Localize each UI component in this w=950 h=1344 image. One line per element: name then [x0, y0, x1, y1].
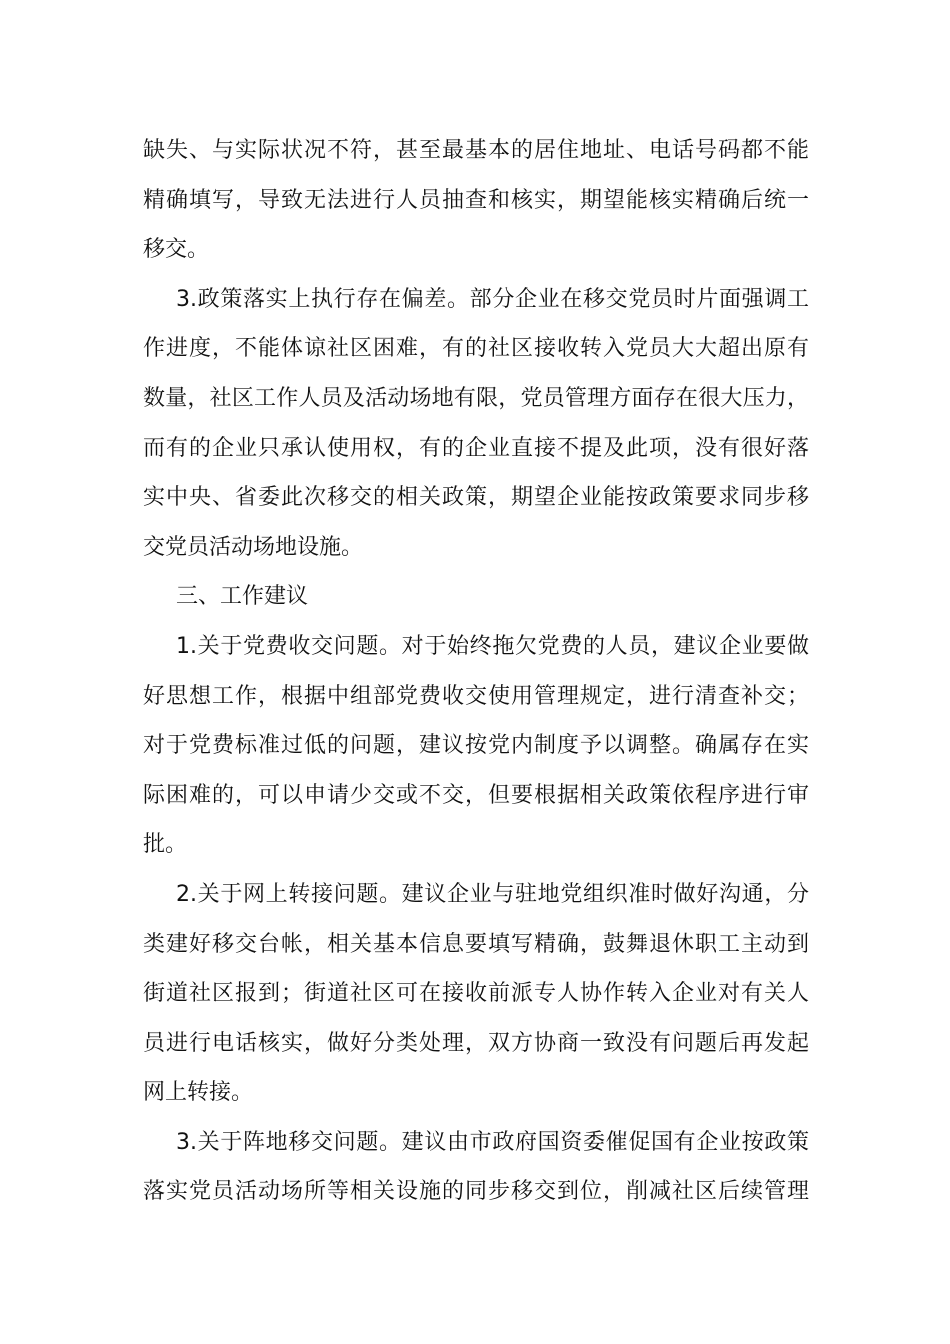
text-line: 落实党员活动场所等相关设施的同步移交到位，削减社区后续管理 [143, 1179, 809, 1205]
text-line: 而有的企业只承认使用权，有的企业直接不提及此项，没有很好落 [143, 435, 809, 461]
text-line: 批。 [143, 832, 188, 858]
text-line: 街道社区报到；街道社区可在接收前派专人协作转入企业对有关人 [143, 981, 809, 1007]
section-heading: 三、工作建议 [176, 584, 309, 610]
paragraph-start-line: 3.政策落实上执行存在偏差。部分企业在移交党员时片面强调工 [176, 286, 809, 312]
text-line: 实中央、省委此次移交的相关政策，期望企业能按政策要求同步移 [143, 485, 809, 511]
paragraph-start-line: 2.关于网上转接问题。建议企业与驻地党组织准时做好沟通，分 [176, 881, 809, 907]
text-line: 缺失、与实际状况不符，甚至最基本的居住地址、电话号码都不能 [143, 138, 809, 163]
text-line: 好思想工作，根据中组部党费收交使用管理规定，进行清查补交； [143, 683, 809, 709]
text-line: 作进度，不能体谅社区困难，有的社区接收转入党员大大超出原有 [143, 336, 809, 362]
text-line: 网上转接。 [143, 1080, 254, 1106]
text-line: 交党员活动场地设施。 [143, 534, 364, 560]
text-line: 对于党费标准过低的问题，建议按党内制度予以调整。确属存在实 [143, 733, 809, 759]
text-line: 员进行电话核实，做好分类处理，双方协商一致没有问题后再发起 [143, 1030, 809, 1056]
paragraph-start-line: 3.关于阵地移交问题。建议由市政府国资委催促国有企业按政策 [176, 1129, 809, 1155]
text-line: 移交。 [143, 237, 210, 263]
paragraph-start-line: 1.关于党费收交问题。对于始终拖欠党费的人员，建议企业要做 [176, 633, 809, 659]
text-line: 类建好移交台帐，相关基本信息要填写精确，鼓舞退休职工主动到 [143, 931, 809, 957]
document-body [143, 126, 809, 1217]
text-line: 数量，社区工作人员及活动场地有限，党员管理方面存在很大压力， [143, 385, 809, 411]
text-line: 际困难的，可以申请少交或不交，但要根据相关政策依程序进行审 [143, 782, 809, 808]
text-line: 精确填写，导致无法进行人员抽查和核实，期望能核实精确后统一 [143, 187, 809, 213]
